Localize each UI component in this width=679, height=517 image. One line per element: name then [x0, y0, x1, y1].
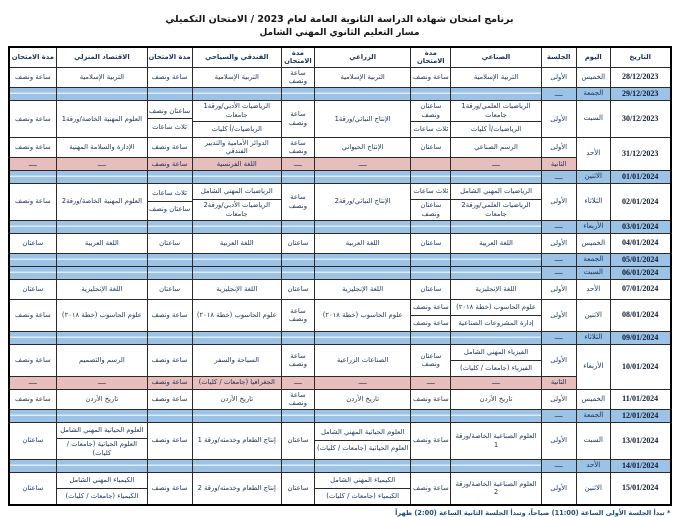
header-home-economics: الاقتصاد المنزلي: [57, 47, 147, 67]
cell-duration-home_economics: [9, 409, 57, 422]
cell-subject-hotel_tourism: [192, 170, 281, 183]
cell-session: الأولى: [541, 279, 576, 299]
cell-subject-agricultural: [314, 409, 410, 422]
cell-day: الأحد: [576, 279, 610, 299]
cell-subject-industrial: تاريخ الأردن: [451, 389, 541, 409]
cell-subject-home_economics: التربية الإسلامية: [57, 67, 147, 87]
cell-duration-agricultural: ــــ: [281, 376, 314, 389]
cell-subject-home_economics: [57, 253, 147, 266]
cell-subject-hotel_tourism: الرياضيات المهني الشامل الرياضيات الأدبي/ورقة2 جامعات: [192, 183, 281, 220]
cell-duration-hotel_tourism: ساعة ونصف: [147, 344, 192, 376]
cell-duration-hotel_tourism: ساعتان ونصف ثلاث ساعات: [147, 100, 192, 137]
cell-duration-agricultural: ــــ: [281, 157, 314, 170]
cell-duration-agricultural: [281, 409, 314, 422]
cell-subject-hotel_tourism: اللغة الإنجليزية: [192, 279, 281, 299]
cell-duration-industrial: ساعتان: [411, 233, 451, 253]
cell-session: الأولى: [541, 100, 576, 137]
cell-subject-hotel_tourism: [192, 331, 281, 344]
cell-duration-home_economics: ساعة ونصف: [9, 67, 57, 87]
header-day: اليوم: [576, 47, 610, 67]
cell-subject-agricultural: التربية الإسلامية: [314, 67, 410, 87]
header-hotel-tourism: الفندقي والسياحي: [192, 47, 281, 67]
header-home-economics-duration: مدة الامتحان: [9, 47, 57, 67]
cell-date: 05/01/2024: [610, 253, 670, 266]
cell-duration-home_economics: [9, 87, 57, 100]
header-agricultural-duration: مدة الامتحان: [281, 47, 314, 67]
cell-subject-industrial: ــــ: [451, 376, 541, 389]
exam-row: [9, 100, 671, 137]
cell-duration-agricultural: ساعة ونصف: [281, 389, 314, 409]
cell-duration-home_economics: ساعة ونصف: [9, 183, 57, 220]
cell-day: الجمعة: [576, 409, 610, 422]
cell-duration-industrial: ثلاث ساعات ساعتان ونصف: [411, 183, 451, 220]
cell-subject-agricultural: اللغة العربية: [314, 233, 410, 253]
cell-day: السبت: [576, 266, 610, 279]
cell-session: ــــ: [541, 87, 576, 100]
cell-subject-industrial: العلوم الصناعية الخاصة/ورقة 2: [451, 472, 541, 505]
cell-session: الثانية: [541, 157, 576, 170]
cell-duration-industrial: [411, 253, 451, 266]
cell-session: ــــ: [541, 409, 576, 422]
cell-subject-agricultural: [314, 459, 410, 472]
cell-duration-hotel_tourism: ساعة ونصف: [147, 299, 192, 331]
cell-duration-hotel_tourism: [147, 253, 192, 266]
cell-subject-agricultural: [314, 253, 410, 266]
exam-row: [9, 183, 671, 220]
cell-subject-agricultural: علوم الحاسوب (خطة ٢٠١٨): [314, 299, 410, 331]
cell-duration-industrial: ساعتان: [411, 137, 451, 157]
cell-duration-agricultural: ساعة ونصف: [281, 137, 314, 157]
cell-session: الأولى: [541, 299, 576, 331]
cell-session: الثانية: [541, 376, 576, 389]
cell-day: الأحد: [576, 137, 610, 170]
cell-duration-hotel_tourism: [147, 409, 192, 422]
cell-duration-industrial: ساعتان: [411, 279, 451, 299]
cell-session: الأولى: [541, 344, 576, 376]
cell-date: 30/12/2023: [610, 100, 670, 137]
cell-subject-home_economics: تاريخ الأردن: [57, 389, 147, 409]
cell-duration-agricultural: [281, 253, 314, 266]
cell-subject-industrial: الرياضيات العلمي/ورقة1 جامعات الرياضيات/أ كليات: [451, 100, 541, 137]
cell-duration-home_economics: [9, 170, 57, 183]
cell-subject-industrial: العلوم الصناعية الخاصة/ورقة 1: [451, 422, 541, 459]
cell-duration-home_economics: ساعة ونصف: [9, 137, 57, 157]
header-date: التاريخ: [610, 47, 670, 67]
cell-duration-home_economics: ساعتان: [9, 233, 57, 253]
cell-subject-industrial: الرياضيات المهني الشامل الرياضيات العلمي/ورقة2 جامعات: [451, 183, 541, 220]
cell-duration-agricultural: ساعتان: [281, 422, 314, 459]
cell-day: الأربعاء: [576, 344, 610, 389]
cell-session: الأولى: [541, 233, 576, 253]
cell-duration-hotel_tourism: [147, 220, 192, 233]
cell-duration-home_economics: [9, 266, 57, 279]
cell-day: الخميس: [576, 233, 610, 253]
cell-duration-agricultural: [281, 170, 314, 183]
header-agricultural: الزراعي: [314, 47, 410, 67]
cell-date: 03/01/2024: [610, 220, 670, 233]
cell-duration-agricultural: [281, 331, 314, 344]
cell-subject-hotel_tourism: إنتاج الطعام وخدمته/ورقة 2: [192, 472, 281, 505]
cell-subject-home_economics: علوم الحاسوب (خطة ٢٠١٨): [57, 299, 147, 331]
exam-row: [9, 67, 671, 87]
cell-session: الأولى: [541, 67, 576, 87]
exam-row: [9, 137, 671, 157]
cell-subject-industrial: علوم الحاسوب (خطة ٢٠١٨) إدارة المشروعات الصناعية: [451, 299, 541, 331]
cell-duration-agricultural: ساعتان: [281, 279, 314, 299]
cell-duration-agricultural: ساعة ونصف: [281, 67, 314, 87]
cell-duration-hotel_tourism: ساعة ونصف: [147, 137, 192, 157]
cell-subject-home_economics: [57, 331, 147, 344]
cell-subject-hotel_tourism: تاريخ الأردن: [192, 389, 281, 409]
cell-day: الاثنين: [576, 472, 610, 505]
cell-session: ــــ: [541, 253, 576, 266]
cell-date: 12/01/2024: [610, 409, 670, 422]
cell-subject-agricultural: اللغة الإنجليزية: [314, 279, 410, 299]
holiday-row: [9, 170, 671, 183]
cell-subject-home_economics: [57, 409, 147, 422]
cell-duration-agricultural: ساعة ونصف: [281, 299, 314, 331]
cell-session: الأولى: [541, 137, 576, 157]
page-subtitle: مسار التعليم الثانوي المهني الشامل: [259, 27, 420, 38]
cell-duration-home_economics: ساعة ونصف: [9, 344, 57, 376]
cell-duration-home_economics: [9, 253, 57, 266]
cell-duration-industrial: ساعة ونصف ساعة ونصف: [411, 299, 451, 331]
cell-subject-hotel_tourism: [192, 253, 281, 266]
cell-duration-hotel_tourism: [147, 459, 192, 472]
cell-duration-industrial: [411, 87, 451, 100]
cell-subject-industrial: اللغة العربية: [451, 233, 541, 253]
cell-duration-industrial: ساعتان ونصف ثلاث ساعات: [411, 100, 451, 137]
cell-duration-agricultural: ساعتان: [281, 233, 314, 253]
cell-subject-industrial: [451, 170, 541, 183]
cell-duration-hotel_tourism: ساعة ونصف: [147, 472, 192, 505]
session-times-footnote: * تبدأ الجلسة الأولى الساعة (11:00) صباحاً، وتبدأ الجلسة الثانية الساعة (2:00) ظهراً: [395, 508, 671, 517]
cell-date: 13/01/2024: [610, 422, 670, 459]
cell-duration-hotel_tourism: [147, 266, 192, 279]
cell-duration-home_economics: ساعة ونصف: [9, 100, 57, 137]
cell-duration-hotel_tourism: ساعة ونصف: [147, 422, 192, 459]
cell-duration-home_economics: ساعتان: [9, 472, 57, 505]
cell-session: الأولى: [541, 422, 576, 459]
exam-row: [9, 389, 671, 409]
cell-subject-agricultural: [314, 170, 410, 183]
cell-duration-agricultural: ساعة ونصف: [281, 344, 314, 376]
exam-row: [9, 157, 671, 170]
header-industrial: الصناعي: [451, 47, 541, 67]
cell-duration-agricultural: [281, 266, 314, 279]
cell-duration-hotel_tourism: [147, 331, 192, 344]
cell-session: ــــ: [541, 331, 576, 344]
exam-row: [9, 279, 671, 299]
cell-day: الثلاثاء: [576, 331, 610, 344]
cell-subject-industrial: [451, 253, 541, 266]
cell-subject-industrial: ــــ: [451, 157, 541, 170]
cell-duration-home_economics: ساعة ونصف: [9, 389, 57, 409]
cell-subject-home_economics: [57, 170, 147, 183]
cell-session: الأولى: [541, 389, 576, 409]
cell-duration-home_economics: [9, 459, 57, 472]
cell-duration-industrial: [411, 409, 451, 422]
cell-duration-industrial: [411, 220, 451, 233]
cell-session: ــــ: [541, 266, 576, 279]
holiday-row: [9, 459, 671, 472]
cell-date: 04/01/2024: [610, 233, 670, 253]
cell-duration-agricultural: [281, 220, 314, 233]
cell-duration-industrial: ــــ: [411, 376, 451, 389]
cell-date: 11/01/2024: [610, 389, 670, 409]
header-session: الجلسة: [541, 47, 576, 67]
cell-duration-home_economics: ــــ: [9, 157, 57, 170]
cell-duration-industrial: ساعة ونصف: [411, 472, 451, 505]
cell-subject-hotel_tourism: [192, 87, 281, 100]
holiday-row: [9, 253, 671, 266]
cell-duration-agricultural: ساعة ونصف: [281, 100, 314, 137]
cell-subject-home_economics: ــــ: [57, 376, 147, 389]
cell-subject-agricultural: الإنتاج النباتي/ورقة2: [314, 183, 410, 220]
cell-subject-agricultural: العلوم الحياتية المهني الشامل العلوم الحياتية (جامعات / كليات): [314, 422, 410, 459]
cell-subject-industrial: [451, 331, 541, 344]
cell-session: الأولى: [541, 472, 576, 505]
schedule-table: [8, 46, 672, 506]
cell-subject-industrial: [451, 87, 541, 100]
page-title: برنامج امتحان شهادة الدراسة الثانوية العامة لعام 2023 / الامتحان التكميلي: [165, 14, 514, 25]
cell-subject-hotel_tourism: الجغرافيا (جامعات / كليات): [192, 376, 281, 389]
cell-subject-home_economics: [57, 266, 147, 279]
cell-duration-industrial: ساعة ونصف: [411, 389, 451, 409]
cell-duration-agricultural: ساعتان: [281, 472, 314, 505]
cell-duration-industrial: [411, 459, 451, 472]
header-hotel-tourism-duration: مدة الامتحان: [147, 47, 192, 67]
cell-subject-agricultural: [314, 266, 410, 279]
cell-subject-agricultural: ــــ: [314, 376, 410, 389]
cell-duration-industrial: ساعة ونصف: [411, 422, 451, 459]
cell-duration-hotel_tourism: ساعة ونصف: [147, 157, 192, 170]
cell-date: 01/01/2024: [610, 170, 670, 183]
cell-subject-home_economics: ــــ: [57, 157, 147, 170]
cell-subject-industrial: [451, 409, 541, 422]
cell-subject-hotel_tourism: اللغة الفرنسية: [192, 157, 281, 170]
cell-duration-hotel_tourism: ساعة ونصف: [147, 376, 192, 389]
cell-subject-agricultural: تاريخ الأردن: [314, 389, 410, 409]
cell-subject-home_economics: [57, 87, 147, 100]
cell-duration-home_economics: ــــ: [9, 376, 57, 389]
cell-subject-home_economics: الرسم والتصميم: [57, 344, 147, 376]
cell-date: 08/01/2024: [610, 299, 670, 331]
exam-row: [9, 422, 671, 459]
cell-subject-agricultural: الإنتاج الحيواني: [314, 137, 410, 157]
cell-duration-industrial: [411, 331, 451, 344]
exam-row: [9, 376, 671, 389]
holiday-row: [9, 331, 671, 344]
cell-date: 29/12/2023: [610, 87, 670, 100]
cell-duration-hotel_tourism: ساعتان: [147, 233, 192, 253]
cell-subject-industrial: اللغة الإنجليزية: [451, 279, 541, 299]
cell-subject-hotel_tourism: [192, 266, 281, 279]
cell-duration-hotel_tourism: ساعة ونصف: [147, 389, 192, 409]
holiday-row: [9, 220, 671, 233]
cell-day: الجمعة: [576, 87, 610, 100]
cell-duration-agricultural: ساعة ونصف: [281, 183, 314, 220]
cell-subject-industrial: [451, 459, 541, 472]
cell-subject-agricultural: الإنتاج النباتي/ورقة1: [314, 100, 410, 137]
holiday-row: [9, 87, 671, 100]
cell-subject-home_economics: العلوم المهنية الخاصة/ورقة2: [57, 183, 147, 220]
cell-subject-home_economics: العلوم الحياتية المهني الشامل العلوم الحياتية (جامعات / كليات): [57, 422, 147, 459]
cell-subject-hotel_tourism: الرياضيات الأدبي/ورقة1 جامعات الرياضيات/أ كليات: [192, 100, 281, 137]
cell-subject-home_economics: الإدارة والسلامة المهنية: [57, 137, 147, 157]
cell-duration-hotel_tourism: ثلاث ساعات ساعتان ونصف: [147, 183, 192, 220]
cell-subject-hotel_tourism: [192, 220, 281, 233]
cell-subject-agricultural: [314, 87, 410, 100]
cell-subject-home_economics: اللغة العربية: [57, 233, 147, 253]
cell-subject-industrial: [451, 266, 541, 279]
cell-duration-industrial: ساعة ونصف: [411, 67, 451, 87]
cell-subject-hotel_tourism: [192, 459, 281, 472]
cell-duration-industrial: [411, 157, 451, 170]
cell-duration-agricultural: [281, 87, 314, 100]
cell-subject-industrial: الرسم الصناعي: [451, 137, 541, 157]
schedule-table-body: [9, 67, 671, 504]
cell-day: الأحد: [576, 459, 610, 472]
cell-duration-agricultural: [281, 459, 314, 472]
cell-day: الاثنين: [576, 299, 610, 331]
cell-subject-home_economics: العلوم المهنية الخاصة/ورقة1: [57, 100, 147, 137]
cell-day: الاثنين: [576, 170, 610, 183]
cell-duration-hotel_tourism: ساعة ونصف: [147, 67, 192, 87]
cell-day: الخميس: [576, 67, 610, 87]
cell-subject-hotel_tourism: اللغة العربية: [192, 233, 281, 253]
holiday-row: [9, 409, 671, 422]
cell-subject-home_economics: اللغة الإنجليزية: [57, 279, 147, 299]
cell-date: 14/01/2024: [610, 459, 670, 472]
cell-day: الخميس: [576, 389, 610, 409]
cell-day: الجمعة: [576, 253, 610, 266]
cell-day: الأربعاء: [576, 220, 610, 233]
cell-subject-hotel_tourism: إنتاج الطعام وخدمته/ورقة 1: [192, 422, 281, 459]
cell-date: 28/12/2023: [610, 67, 670, 87]
cell-date: 31/12/2023: [610, 137, 670, 170]
cell-duration-home_economics: ساعتان: [9, 422, 57, 459]
cell-session: ــــ: [541, 220, 576, 233]
cell-date: 06/01/2024: [610, 266, 670, 279]
cell-subject-agricultural: الصناعات الزراعية: [314, 344, 410, 376]
cell-subject-hotel_tourism: الدوائر الأمامية والتدبير الفندقي: [192, 137, 281, 157]
cell-day: السبت: [576, 100, 610, 137]
page-header: [0, 0, 679, 40]
cell-duration-industrial: [411, 170, 451, 183]
exam-row: [9, 299, 671, 331]
cell-subject-industrial: الفيزياء المهني الشامل الفيزياء (جامعات / كليات): [451, 344, 541, 376]
cell-duration-home_economics: [9, 331, 57, 344]
cell-subject-hotel_tourism: [192, 409, 281, 422]
cell-duration-hotel_tourism: [147, 87, 192, 100]
cell-subject-home_economics: الكيمياء المهني الشامل الكيمياء (جامعات / كليات): [57, 472, 147, 505]
holiday-row: [9, 266, 671, 279]
cell-session: ــــ: [541, 170, 576, 183]
exam-row: [9, 472, 671, 505]
cell-subject-hotel_tourism: علوم الحاسوب (خطة ٢٠١٨): [192, 299, 281, 331]
schedule-table-head-row: [9, 47, 671, 67]
cell-subject-industrial: التربية الإسلامية: [451, 67, 541, 87]
header-industrial-duration: مدة الامتحان: [411, 47, 451, 67]
cell-duration-hotel_tourism: ساعتان: [147, 279, 192, 299]
cell-date: 15/01/2024: [610, 472, 670, 505]
cell-date: 09/01/2024: [610, 331, 670, 344]
cell-date: 07/01/2024: [610, 279, 670, 299]
cell-subject-agricultural: [314, 331, 410, 344]
cell-session: ــــ: [541, 459, 576, 472]
exam-row: [9, 344, 671, 376]
cell-subject-home_economics: [57, 459, 147, 472]
cell-subject-industrial: [451, 220, 541, 233]
cell-subject-hotel_tourism: التربية الإسلامية: [192, 67, 281, 87]
cell-session: الأولى: [541, 183, 576, 220]
cell-duration-home_economics: ساعة ونصف: [9, 299, 57, 331]
cell-subject-agricultural: الكيمياء المهني الشامل الكيمياء (جامعات / كليات): [314, 472, 410, 505]
cell-subject-hotel_tourism: السياحة والسفر: [192, 344, 281, 376]
cell-subject-agricultural: [314, 220, 410, 233]
exam-row: [9, 233, 671, 253]
cell-duration-hotel_tourism: [147, 170, 192, 183]
cell-day: الثلاثاء: [576, 183, 610, 220]
cell-duration-industrial: ساعتان ونصف: [411, 344, 451, 376]
cell-date: 10/01/2024: [610, 344, 670, 389]
cell-duration-industrial: [411, 266, 451, 279]
cell-duration-home_economics: [9, 220, 57, 233]
cell-date: 02/01/2024: [610, 183, 670, 220]
cell-duration-home_economics: ساعتان: [9, 279, 57, 299]
cell-day: السبت: [576, 422, 610, 459]
cell-subject-home_economics: [57, 220, 147, 233]
cell-subject-agricultural: ــــ: [314, 157, 410, 170]
